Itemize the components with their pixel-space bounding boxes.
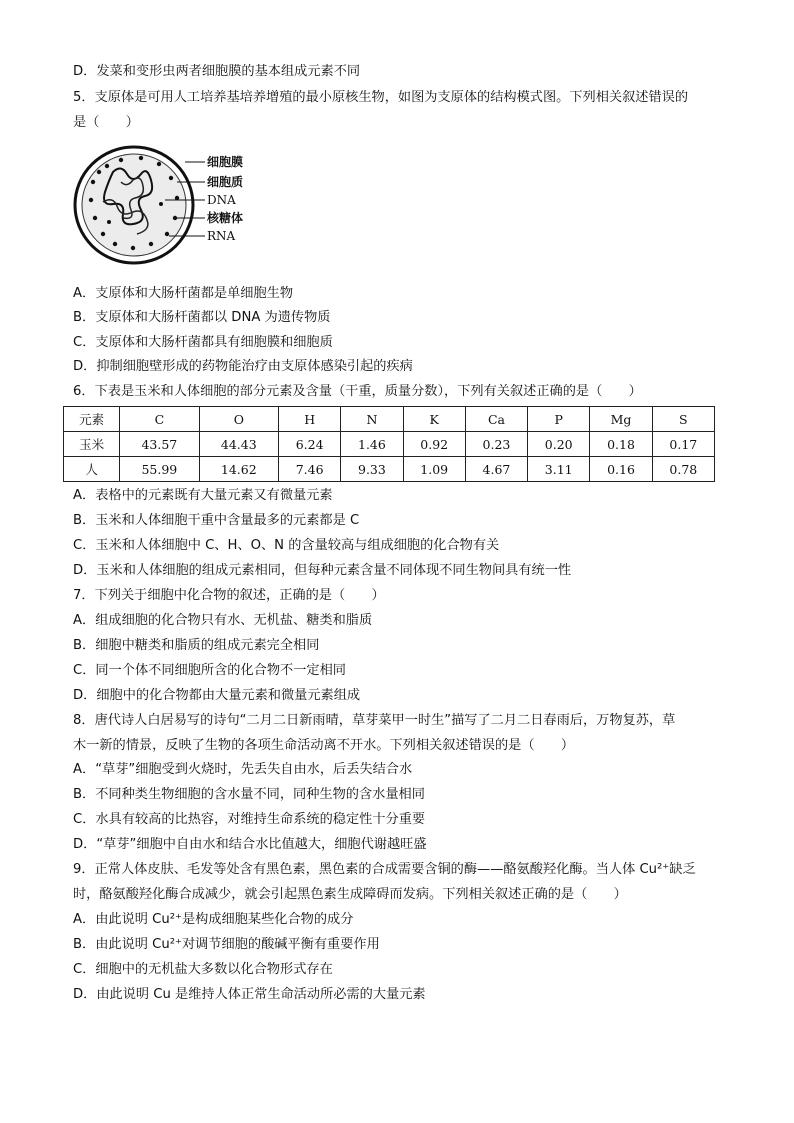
table-cell: S <box>652 407 714 432</box>
table-cell: H <box>279 407 341 432</box>
table-cell: Ca <box>465 407 527 432</box>
q9-option-a: A．由此说明 Cu²⁺是构成细胞某些化合物的成分 <box>73 912 354 927</box>
table-cell: 1.46 <box>341 432 403 457</box>
q9-option-c: C．细胞中的无机盐大多数以化合物形式存在 <box>73 962 333 977</box>
table-cell: 1.09 <box>403 457 465 482</box>
q5-option-c: C．支原体和大肠杆菌都具有细胞膜和细胞质 <box>73 335 333 350</box>
table-cell: 7.46 <box>279 457 341 482</box>
table-cell: 0.23 <box>465 432 527 457</box>
q7-option-a: A．组成细胞的化合物只有水、无机盐、糖类和脂质 <box>73 613 373 628</box>
q5-stem-cont: 是（ ） <box>73 115 139 130</box>
table-row <box>64 432 715 457</box>
table-cell: 14.62 <box>199 457 278 482</box>
q5-option-a: A．支原体和大肠杆菌都是单细胞生物 <box>73 286 294 301</box>
q6-stem: 6．下表是玉米和人体细胞的部分元素及含量（干重，质量分数），下列有关叙述正确的是（ ） <box>73 384 642 399</box>
q9-option-b: B．由此说明 Cu²⁺对调节细胞的酸碱平衡有重要作用 <box>73 937 380 952</box>
q5-option-b: B．支原体和大肠杆菌都以 DNA 为遗传物质 <box>73 310 331 325</box>
table-cell: N <box>341 407 403 432</box>
q6-option-b: B．玉米和人体细胞干重中含量最多的元素都是 C <box>73 513 360 528</box>
table-cell: 4.67 <box>465 457 527 482</box>
table-cell: P <box>528 407 590 432</box>
q7-option-b: B．细胞中糖类和脂质的组成元素完全相同 <box>73 638 320 653</box>
q9-option-d: D．由此说明 Cu 是维持人体正常生命活动所必需的大量元素 <box>73 987 426 1002</box>
table-cell: 0.20 <box>528 432 590 457</box>
table-cell: 0.18 <box>590 432 652 457</box>
table-cell: 44.43 <box>199 432 278 457</box>
table-cell: 0.78 <box>652 457 714 482</box>
q7-stem: 7．下列关于细胞中化合物的叙述，正确的是（ ） <box>73 588 385 603</box>
q8-stem: 8．唐代诗人白居易写的诗句“二月二日新雨晴，草芽菜甲一时生”描写了二月二日春雨后，万物复苏，草 <box>73 713 676 728</box>
table-cell: O <box>199 407 278 432</box>
table-cell: 3.11 <box>528 457 590 482</box>
table-cell: 元素 <box>64 407 120 432</box>
label-cell-membrane: 细胞膜 <box>207 155 244 169</box>
table-cell: 0.16 <box>590 457 652 482</box>
q8-option-a: A．“草芽”细胞受到火烧时，先丢失自由水，后丢失结合水 <box>73 762 413 777</box>
table-cell: 55.99 <box>120 457 199 482</box>
q6-option-d: D．玉米和人体细胞的组成元素相同，但每种元素含量不同体现不同生物间具有统一性 <box>73 563 572 578</box>
table-cell: 6.24 <box>279 432 341 457</box>
q7-option-c: C．同一个体不同细胞所含的化合物不一定相同 <box>73 663 346 678</box>
table-cell: 人 <box>64 457 120 482</box>
table-cell: C <box>120 407 199 432</box>
table-cell: 43.57 <box>120 432 199 457</box>
label-ribosome: 核糖体 <box>207 211 244 225</box>
label-rna: RNA <box>207 229 236 243</box>
q7-option-d: D．细胞中的化合物都由大量元素和微量元素组成 <box>73 688 361 703</box>
table-header-row <box>64 407 715 432</box>
label-cytoplasm: 细胞质 <box>207 175 244 189</box>
q9-stem: 9．正常人体皮肤、毛发等处含有黑色素，黑色素的合成需要含铜的酶——酪氨酸羟化酶。当人体 Cu²⁺缺乏 <box>73 862 696 877</box>
q6-option-c: C．玉米和人体细胞中 C、H、O、N 的含量较高与组成细胞的化合物有关 <box>73 538 500 553</box>
q5-stem: 5．支原体是可用人工培养基培养增殖的最小原核生物，如图为支原体的结构模式图。下列相关叙述错误的 <box>73 90 689 105</box>
q4-option-d: D．发菜和变形虫两者细胞膜的基本组成元素不同 <box>73 64 361 79</box>
q8-stem-cont: 木一新的情景，反映了生物的各项生命活动离不开水。下列相关叙述错误的是（ ） <box>73 738 575 753</box>
q5-option-d: D．抑制细胞壁形成的药物能治疗由支原体感染引起的疾病 <box>73 359 413 374</box>
q6-option-a: A．表格中的元素既有大量元素又有微量元素 <box>73 488 333 503</box>
q8-option-d: D．“草芽”细胞中自由水和结合水比值越大，细胞代谢越旺盛 <box>73 837 427 852</box>
q9-stem-cont: 时，酪氨酸羟化酶合成减少，就会引起黑色素生成障碍而发病。下列相关叙述正确的是（ ） <box>73 887 627 902</box>
element-content-table <box>63 406 715 482</box>
table-cell: 0.92 <box>403 432 465 457</box>
table-cell: 0.17 <box>652 432 714 457</box>
label-dna: DNA <box>207 193 236 207</box>
table-cell: Mg <box>590 407 652 432</box>
table-cell: 玉米 <box>64 432 120 457</box>
table-cell: 9.33 <box>341 457 403 482</box>
table-row <box>64 457 715 482</box>
table-cell: K <box>403 407 465 432</box>
q8-option-b: B．不同种类生物细胞的含水量不同，同种生物的含水量相同 <box>73 787 425 802</box>
q8-option-c: C．水具有较高的比热容，对维持生命系统的稳定性十分重要 <box>73 812 426 827</box>
